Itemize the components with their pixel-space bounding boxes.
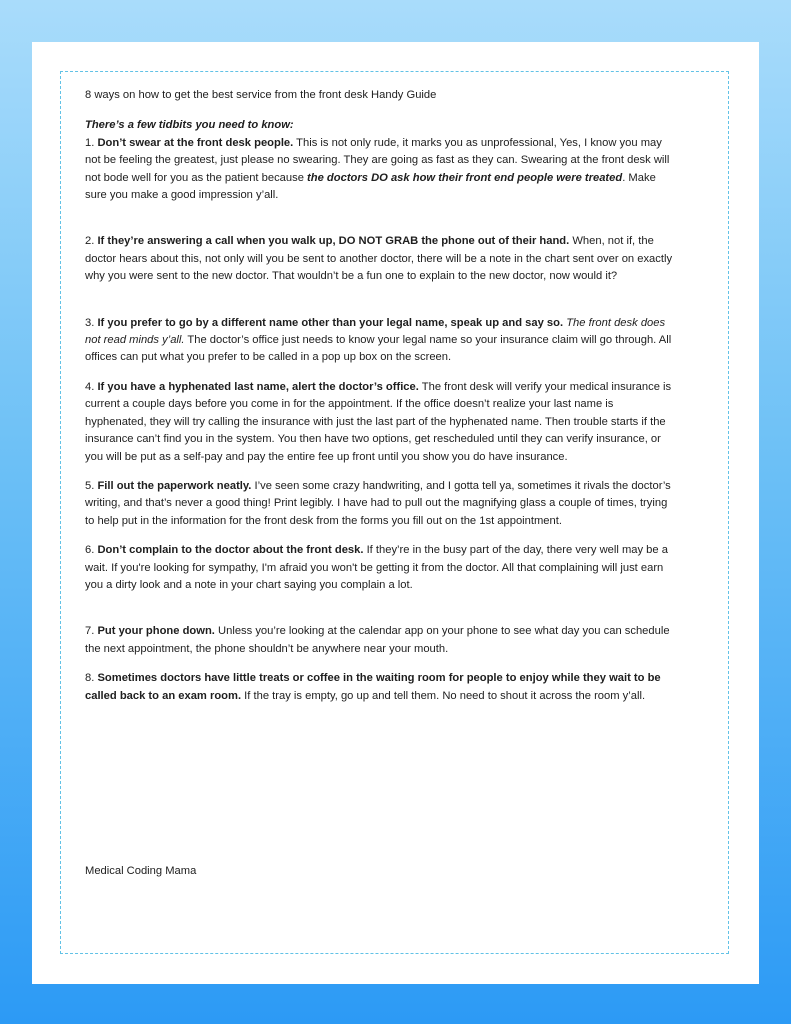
tip-number: 2. bbox=[85, 235, 98, 248]
tip-6 bbox=[85, 542, 675, 594]
tip-number: 7. bbox=[85, 625, 98, 638]
tip-body: . Make sure you make a good impression y’all. bbox=[85, 171, 656, 202]
tip-number: 4. bbox=[85, 380, 98, 393]
tip-body: If they’re in the busy part of the day, there very well may be a wait. If you're looking for sympathy, I'm afraid you won't be getting it from the doctor. All that complaining will just earn you a dirty look and a note in your chart saying you complain a lot. bbox=[85, 544, 668, 591]
tip-heading: Fill out the paperwork neatly. bbox=[97, 479, 252, 492]
tip-body: If the tray is empty, go up and tell them. No need to shout it across the room y’all. bbox=[241, 689, 646, 702]
tip-number: 6. bbox=[85, 544, 98, 557]
tip-3 bbox=[85, 315, 675, 367]
tip-1 bbox=[85, 135, 675, 205]
tip-heading: If you have a hyphenated last name, alert the doctor’s office. bbox=[97, 380, 419, 393]
tip-2 bbox=[85, 233, 675, 285]
tip-heading: Put your phone down. bbox=[97, 625, 215, 638]
tip-heading: If you prefer to go by a different name other than your legal name, speak up and say so. bbox=[97, 316, 564, 329]
tip-5 bbox=[85, 478, 675, 530]
tip-body: The front desk will verify your medical insurance is current a couple days before you come in for the appointment. If the office doesn’t realize your last name is hyphenated, they will try calling the insurance with just the last part of the hyphenated name. Then trouble starts if the insurance can’t find you in the system. You then have two options, get rescheduled until they can verify insurance, or you will be put as a self-pay and pay the entire fee up front until you show you do have insurance. bbox=[85, 380, 672, 463]
tip-number: 1. bbox=[85, 136, 98, 149]
tip-body: When, not if, the doctor hears about this, not only will you be sent to another doctor, there will be a note in the chart sent over on exactly why you were sent to the new doctor. That wouldn’t be a fun one to explain to the new doctor, now would it? bbox=[85, 235, 673, 283]
tip-number: 5. bbox=[85, 479, 98, 492]
tip-emphasis: the doctors DO ask how their front end people were treated bbox=[307, 171, 623, 184]
tip-number: 3. bbox=[85, 316, 98, 329]
tip-8 bbox=[85, 670, 675, 705]
tip-heading: If they’re answering a call when you walk up, DO NOT GRAB the phone out of their hand. bbox=[97, 235, 570, 248]
document-title: 8 ways on how to get the best service from the front desk Handy Guide bbox=[85, 89, 437, 101]
tip-7 bbox=[85, 623, 675, 658]
tip-heading: Don’t swear at the front desk people. bbox=[97, 136, 294, 149]
tip-4 bbox=[85, 379, 675, 466]
document-body bbox=[85, 87, 675, 717]
tip-body: The doctor’s office just needs to know your legal name so your insurance claim will go through. All offices can put what you prefer to be called in a pop up box on the screen. bbox=[85, 334, 672, 364]
tip-heading: Don’t complain to the doctor about the front desk. bbox=[97, 544, 364, 557]
tip-body: I’ve seen some crazy handwriting, and I gotta tell ya, sometimes it rivals the doctor’s writing, and that’s never a good thing! Print legibly. I have had to pull out the magnifying glass a couple of times, trying to help put in the information for the front desk from the forms you fill out on the 1st appointment. bbox=[85, 479, 671, 527]
footer-author: Medical Coding Mama bbox=[85, 865, 197, 877]
tip-heading: Sometimes doctors have little treats or coffee in the waiting room for people to enjoy while they wait to be called back to an exam room. bbox=[85, 672, 661, 702]
tip-number: 8. bbox=[85, 672, 98, 685]
tip-body: Unless you’re looking at the calendar app on your phone to see what day you can schedule the next appointment, the phone shouldn’t be anywhere near your mouth. bbox=[85, 625, 670, 655]
intro-line: There’s a few tidbits you need to know: bbox=[85, 119, 294, 132]
tip-italic: The front desk does not read minds y’all. bbox=[85, 316, 666, 347]
tip-body: This is not only rude, it marks you as unprofessional, Yes, I know you may not be feeling the greatest, just please no swearing. They are going as fast as they can. Swearing at the front desk will not bode well for you as the patient because bbox=[85, 136, 670, 184]
